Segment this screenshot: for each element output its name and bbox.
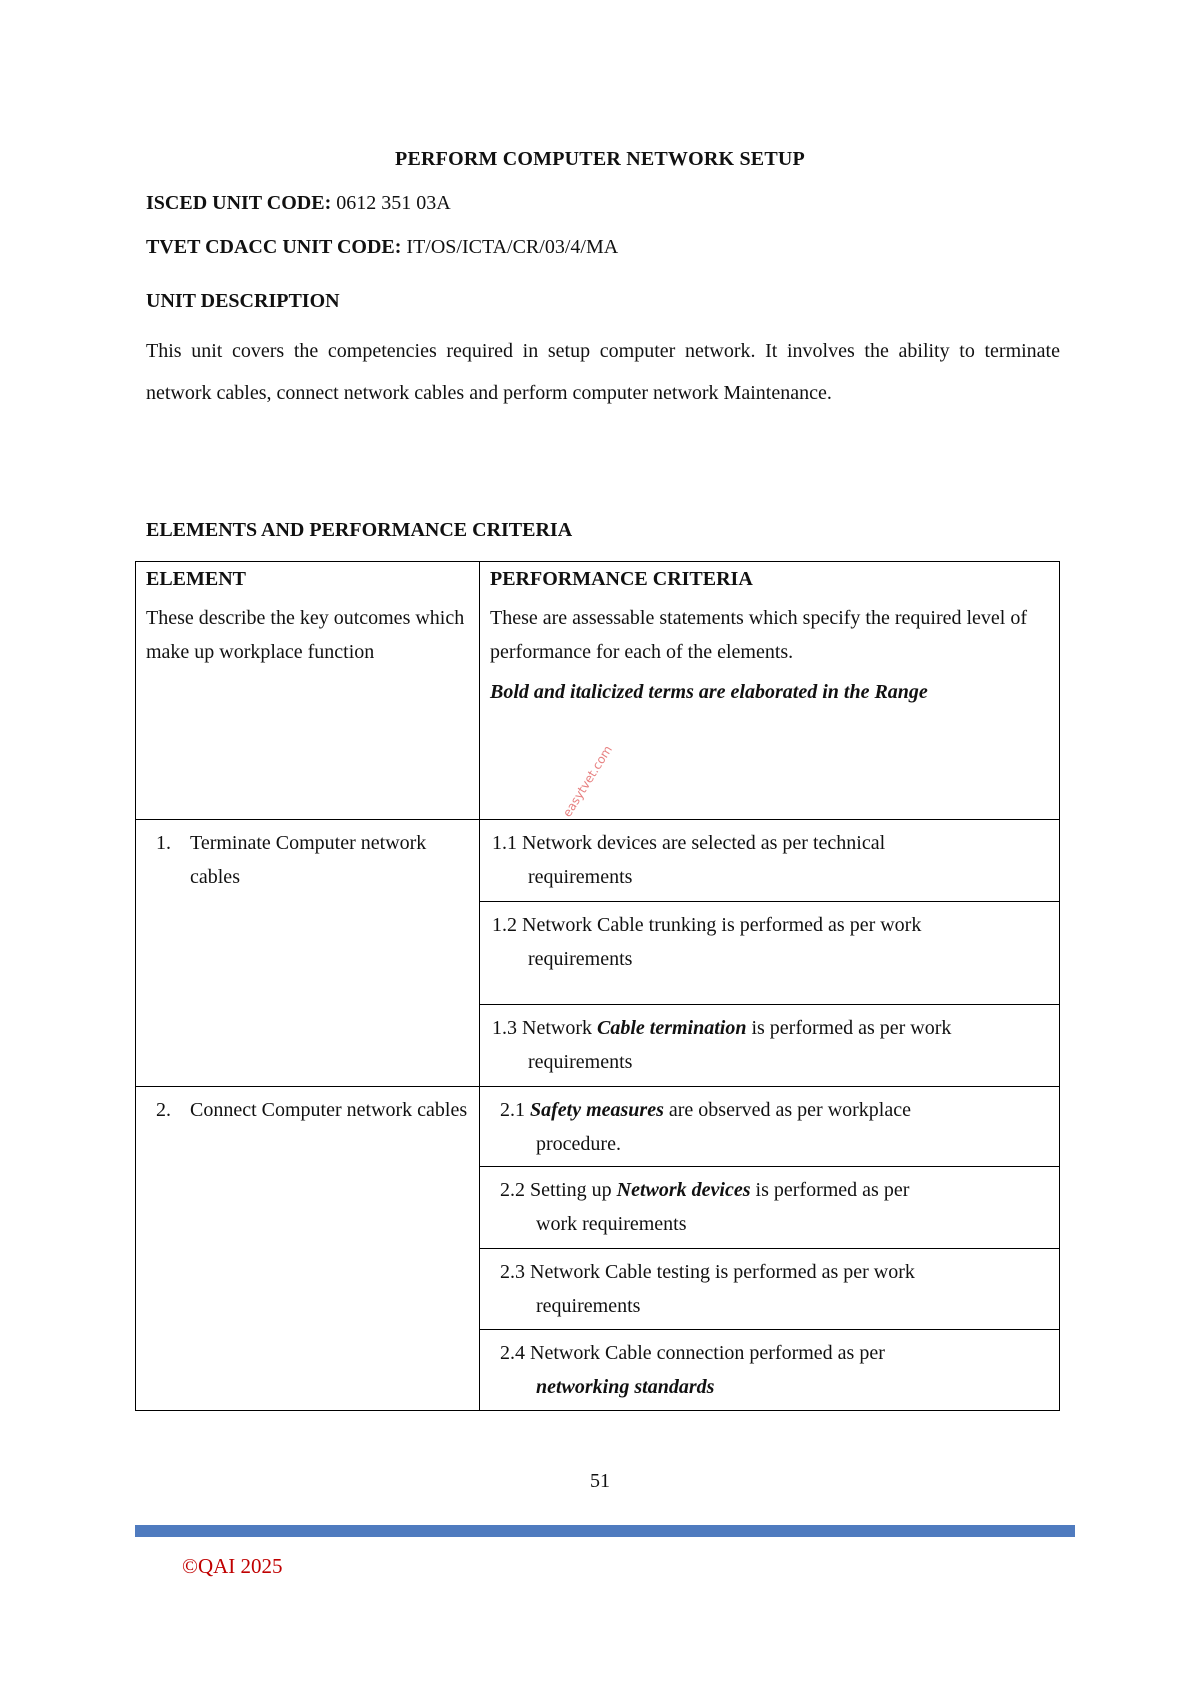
criterion-continuation: work requirements [536,1213,687,1235]
criteria-header-text: These are assessable statements which specify the required level of performance for each of the elements. [490,607,1028,663]
element-number: 2. [156,1099,171,1121]
criterion-cell [480,1087,1060,1167]
isced-unit-code [146,192,451,215]
element-header-title: ELEMENT [146,568,247,590]
criterion-continuation: requirements [528,866,633,888]
criteria-header-title: PERFORMANCE CRITERIA [490,568,753,590]
criterion-range-term: Network devices [616,1179,751,1201]
unit-description-text: This unit covers the competencies required in setup computer network. It involves the ability to terminate network cables, connect network cables and perform computer network Maintenance. [146,340,1060,404]
criterion-cell [480,902,1060,1005]
element-cell [136,1087,480,1411]
element-header-cell [136,562,480,820]
criterion-text: Network [522,1017,597,1039]
criterion-range-term: Safety measures [530,1099,664,1121]
criterion-text-post: are observed as per workplace [663,1099,911,1121]
criterion-cell [480,820,1060,902]
criterion-number: 1.2 [492,914,517,936]
criterion-continuation: requirements [528,948,633,970]
isced-value: 0612 351 03A [336,192,451,214]
criterion-number: 2.3 [500,1261,525,1283]
criterion-text: Network Cable connection performed as per [530,1342,885,1364]
criterion-number: 1.3 [492,1017,517,1039]
criterion-text-post: is performed as per work [746,1017,952,1039]
isced-label: ISCED UNIT CODE: [146,192,332,214]
criteria-header-cell [480,562,1060,820]
criterion-continuation: requirements [528,1051,633,1073]
tvet-unit-code [146,236,618,259]
table-row [136,820,1060,902]
criterion-number: 2.4 [500,1342,525,1364]
element-name: Connect Computer network cables [190,1099,468,1121]
element-name: Terminate Computer network cables [190,832,427,888]
criterion-text: Network Cable trunking is performed as per work [522,914,922,936]
criterion-continuation: requirements [536,1295,641,1317]
page-title: PERFORM COMPUTER NETWORK SETUP [395,148,805,170]
criterion-text: Network devices are selected as per technical [522,832,886,854]
criterion-range-term: Cable termination [596,1017,747,1039]
element-number: 1. [156,832,171,854]
criterion-number: 1.1 [492,832,517,854]
element-header-text: These describe the key outcomes which make up workplace function [146,607,465,663]
criterion-number: 2.2 [500,1179,525,1201]
criterion-text-post: is performed as per [750,1179,910,1201]
page-number: 51 [590,1470,610,1492]
unit-description-heading: UNIT DESCRIPTION [146,290,340,312]
criterion-cell [480,1005,1060,1087]
criterion-cell [480,1330,1060,1411]
footer-divider-bar [135,1525,1075,1537]
criterion-text: Network Cable testing is performed as per work [530,1261,915,1283]
elements-heading: ELEMENTS AND PERFORMANCE CRITERIA [146,519,573,541]
criterion-number: 2.1 [500,1099,525,1121]
tvet-value: IT/OS/ICTA/CR/03/4/MA [406,236,619,258]
criteria-table [135,561,1060,1411]
criterion-range-term: networking standards [536,1376,715,1398]
criterion-continuation: procedure. [536,1133,621,1155]
tvet-label: TVET CDACC UNIT CODE: [146,236,402,258]
criterion-text: Setting up [530,1179,617,1201]
copyright-notice: ©QAI 2025 [182,1554,283,1578]
criterion-cell [480,1167,1060,1249]
watermark: easytvet.com [560,742,616,820]
criteria-header-note: Bold and italicized terms are elaborated in the Range [490,681,928,703]
table-header-row [136,562,1060,820]
element-cell [136,820,480,1087]
table-row [136,1087,1060,1167]
criterion-cell [480,1249,1060,1330]
